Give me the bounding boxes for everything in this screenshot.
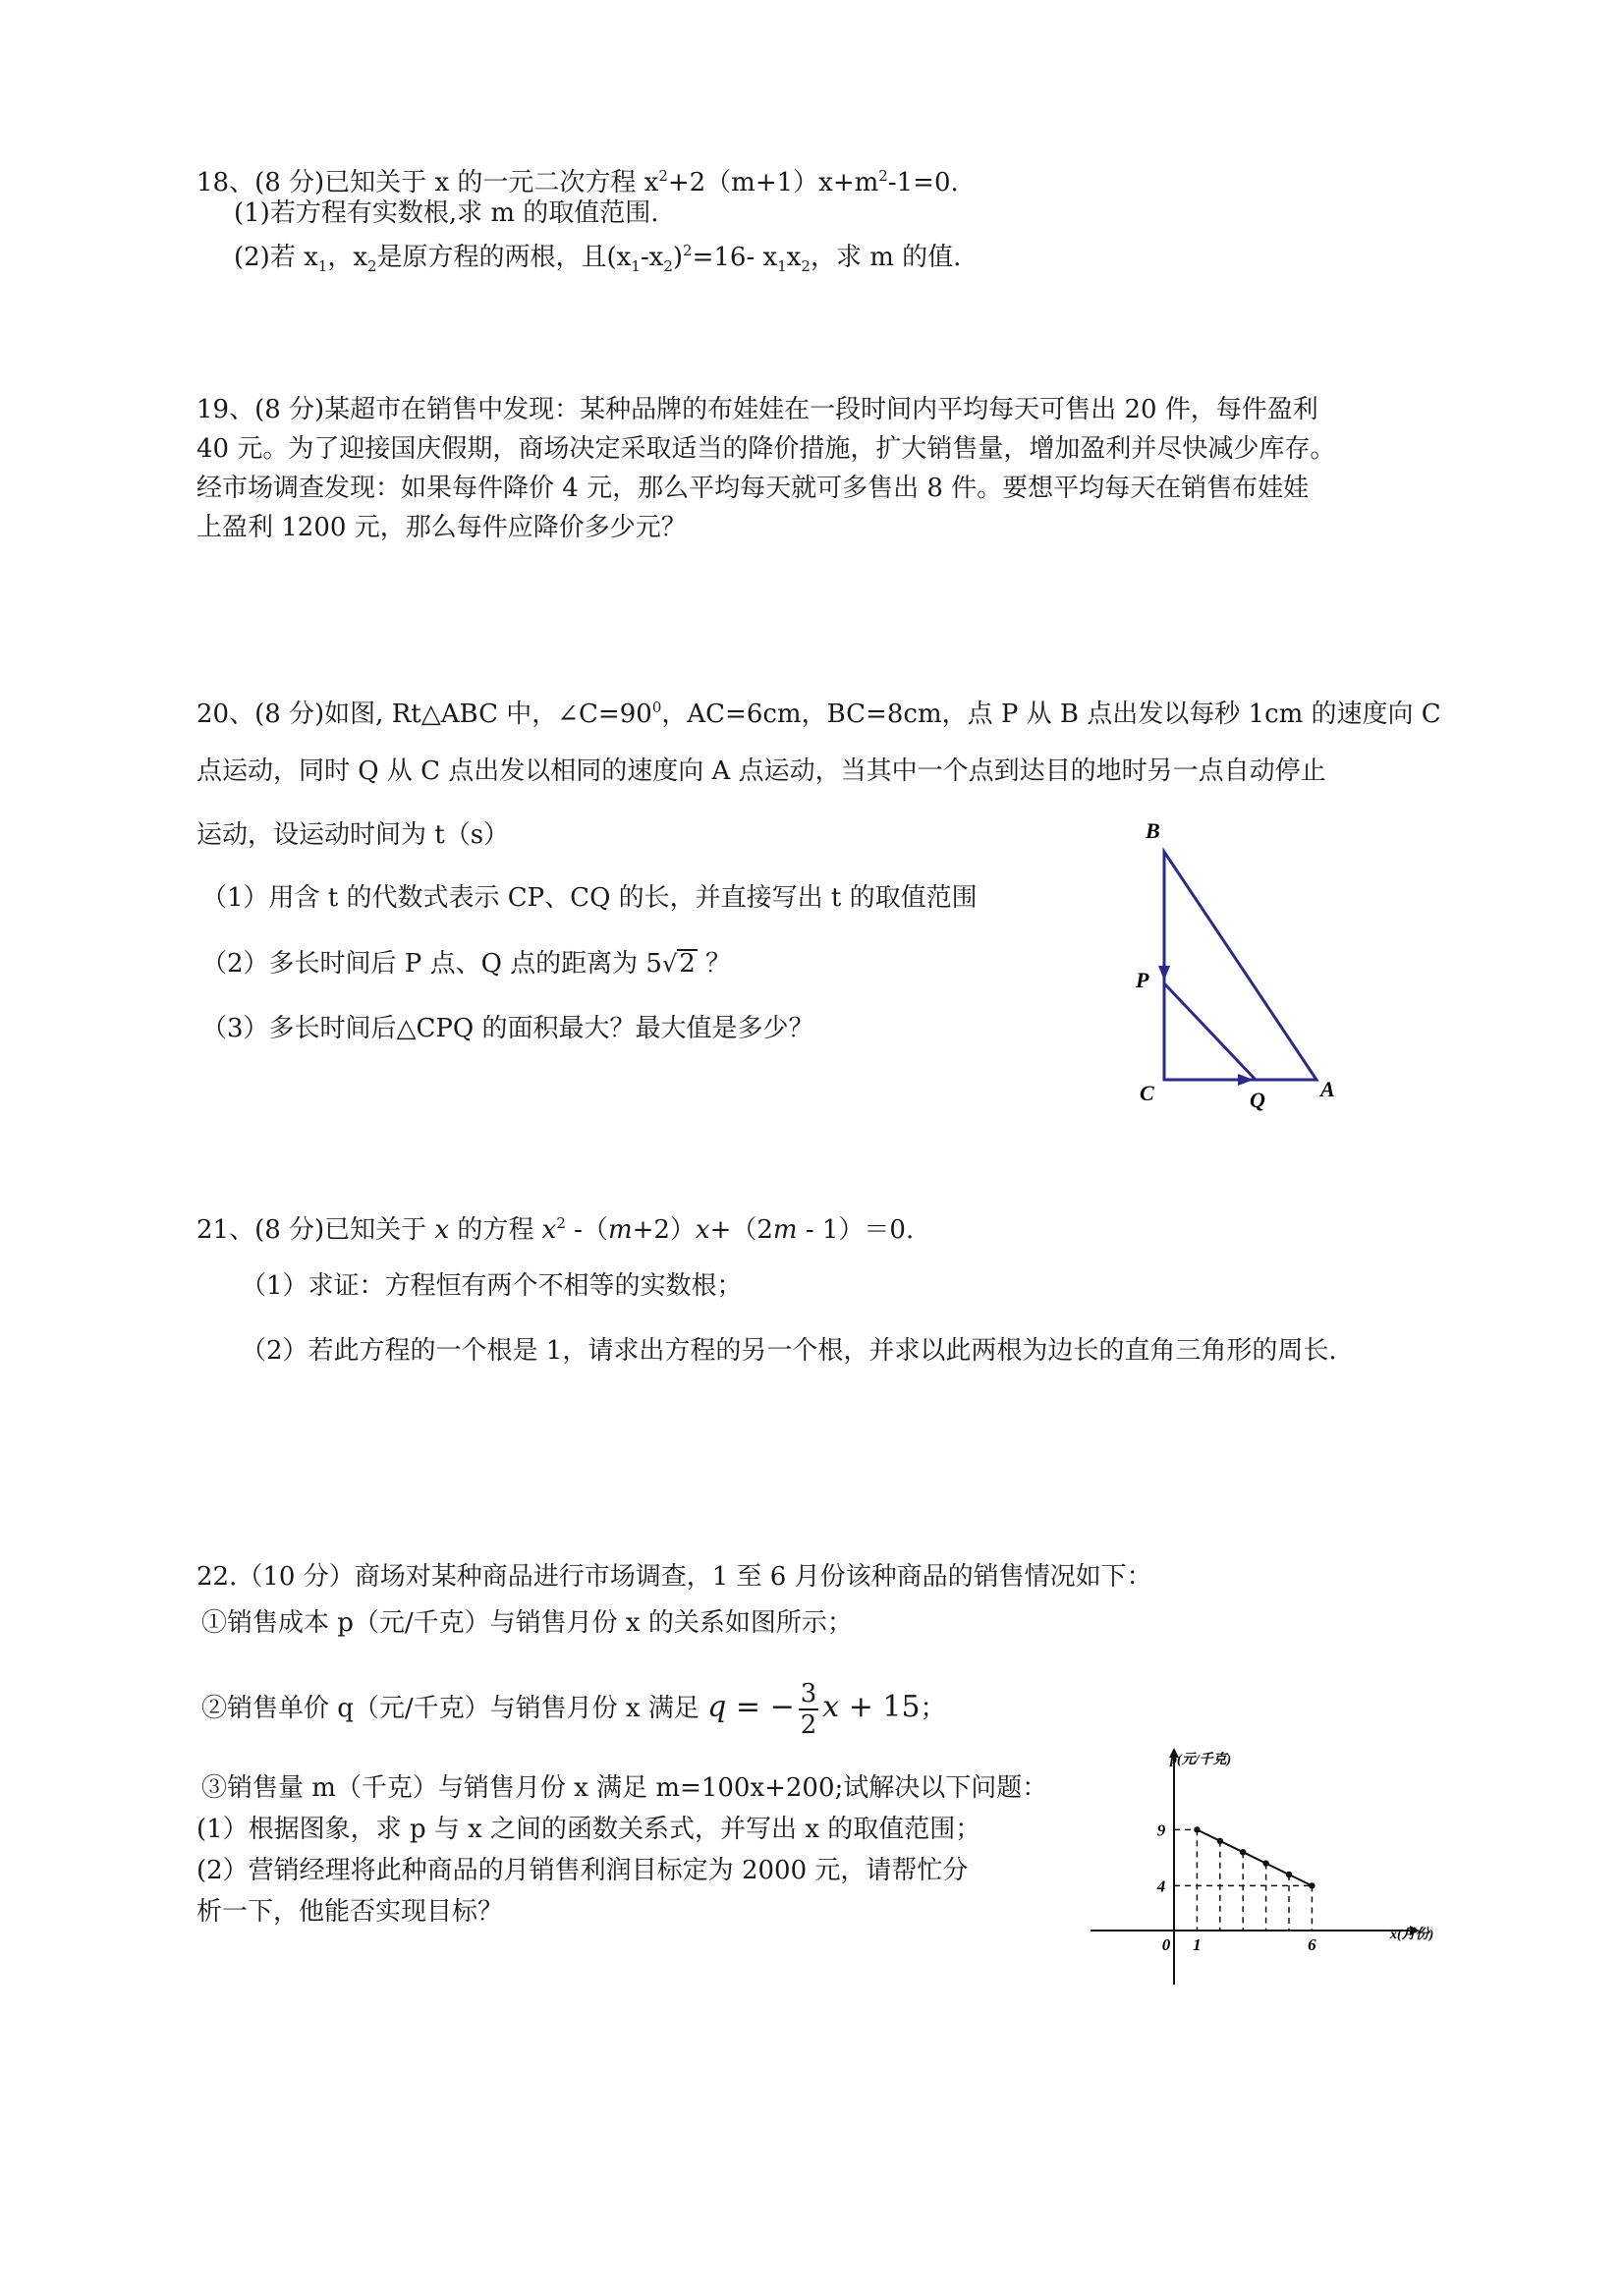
q21-text: 21、(8 分)已知关于 [196, 1215, 435, 1245]
q18-text: 18、(8 分)已知关于 x 的一元二次方程 x [196, 168, 659, 197]
data-point [1286, 1872, 1292, 1877]
q19-line3: 经市场调查发现：如果每件降价 4 元，那么平均每天就可多售出 8 件。要想平均每天在销售布娃娃 [196, 474, 1310, 503]
label-q: Q [1250, 1088, 1265, 1112]
var-x: x [541, 1215, 557, 1245]
radicand: 2 [679, 949, 696, 979]
series-line [1197, 1829, 1312, 1885]
q20-part2 [201, 947, 731, 980]
data-point [1309, 1882, 1315, 1888]
q19-line1: 19、(8 分)某超市在销售中发现：某种品牌的布娃娃在一段时间内平均每天可售出 20 件，每件盈利 [196, 395, 1318, 424]
y-tick-label: 9 [1156, 1820, 1166, 1840]
chart-guides [1174, 1829, 1312, 1931]
chart-axes [1091, 1748, 1420, 1985]
data-point [1262, 1860, 1268, 1866]
var-m: m [772, 1215, 798, 1245]
q20-line1 [196, 691, 1441, 731]
q18-text: -1=0. [887, 168, 959, 197]
sqrt-sign: √ [661, 950, 678, 978]
subscript: 2 [366, 257, 377, 275]
q22-item3: ③销售量 m（千克）与销售月份 x 满足 m=100x+200;试解决以下问题： [201, 1773, 1048, 1803]
label-p: P [1136, 968, 1149, 992]
q22-part1: (1）根据图象，求 p 与 x 之间的函数关系式，并写出 x 的取值范围； [196, 1815, 981, 1844]
q20-line3: 运动，设运动时间为 t（s） [196, 820, 510, 850]
q20-part1: （1）用含 t 的代数式表示 CP、CQ 的长，并直接写出 t 的取值范围 [201, 883, 978, 913]
subscript: 1 [777, 257, 787, 275]
subscript: 1 [631, 257, 641, 275]
superscript: 2 [556, 1214, 566, 1232]
q18-line1 [196, 159, 959, 199]
q18-text: ，x [327, 243, 367, 272]
q18-text: ) [672, 243, 684, 272]
label-b: B [1146, 818, 1160, 843]
q22-text: + 15 [839, 1690, 921, 1724]
q21-text: -（ [565, 1215, 608, 1245]
superscript: 2 [658, 167, 668, 185]
fraction [799, 1679, 819, 1740]
q20-line2: 点运动，同时 Q 从 C 点出发以相同的速度向 A 点运动，当其中一个点到达目的地时另一点自动停止 [196, 756, 1326, 786]
subscript: 2 [801, 257, 811, 275]
superscript: 0 [651, 699, 662, 716]
var-x: x [822, 1690, 840, 1724]
q18-text: -x [640, 243, 664, 272]
y-axis-label: p(元/千克) [1170, 1753, 1232, 1767]
superscript: 2 [878, 167, 888, 185]
chart-line [1194, 1826, 1315, 1888]
var-m: m [607, 1215, 633, 1245]
q21-text: - 1）＝0. [797, 1215, 915, 1245]
q18-text: x [786, 243, 802, 272]
x-tick-label: 0 [1161, 1935, 1171, 1954]
q22-item2 [201, 1678, 946, 1740]
q18-text: ，求 m 的值. [810, 243, 962, 272]
q19-line4: 上盈利 1200 元，那么每件应降价多少元？ [196, 513, 687, 542]
q19-line2: 40 元。为了迎接国庆假期，商场决定采取适当的降价措施，扩大销售量，增加盈利并尽快减少库存。 [196, 434, 1336, 464]
segment-pq [1164, 983, 1256, 1080]
triangle-abc [1164, 852, 1316, 1080]
label-a: A [1320, 1077, 1335, 1101]
q22-part2b: 析一下，他能否实现目标？ [196, 1897, 504, 1927]
q20-text: 20、(8 分)如图, Rt△ABC 中，∠C=90 [196, 700, 652, 729]
numerator: 3 [800, 1679, 817, 1708]
q18-part1: (1)若方程有实数根,求 m 的取值范围. [234, 198, 659, 228]
subscript: 1 [317, 257, 328, 275]
label-c: C [1140, 1081, 1154, 1105]
q22-text: ②销售单价 q（元/千克）与销售月份 x 满足 [201, 1694, 708, 1723]
q18-text: 是原方程的两根，且(x [376, 243, 632, 272]
subscript: 2 [663, 257, 673, 275]
q20-text: （2）多长时间后 P 点、Q 点的距离为 5 [201, 949, 662, 979]
triangle-figure [1120, 806, 1366, 1120]
x-tick-label: 1 [1193, 1935, 1202, 1954]
q20-text: ？ [697, 949, 732, 979]
data-point [1240, 1849, 1246, 1855]
q20-part3: （3）多长时间后△CPQ 的面积最大？最大值是多少？ [201, 1014, 814, 1043]
q20-text: ，AC=6cm，BC=8cm，点 P 从 B 点出发以每秒 1cm 的速度向 C [661, 700, 1441, 729]
q22-line1: 22.（10 分）商场对某种商品进行市场调查，1 至 6 月份该种商品的销售情况如下： [196, 1562, 1152, 1592]
q21-part1: （1）求证：方程恒有两个不相等的实数根； [241, 1271, 743, 1301]
denominator: 2 [800, 1710, 817, 1740]
q22-item1: ①销售成本 p（元/千克）与销售月份 x 的关系如图所示； [201, 1608, 853, 1638]
var-x: x [695, 1215, 710, 1245]
q21-line1 [196, 1206, 914, 1247]
q22-part2a: (2）营销经理将此种商品的月销售利润目标定为 2000 元，请帮忙分 [196, 1856, 969, 1885]
q21-part2: （2）若此方程的一个根是 1，请求出方程的另一个根，并求以此两根为边长的直角三角形的周长. [241, 1336, 1337, 1366]
superscript: 2 [683, 242, 693, 259]
q18-text: +2（m+1）x+m [667, 168, 879, 197]
q21-text: +（2 [709, 1215, 773, 1245]
q18-part2 [234, 234, 961, 283]
q18-text: (2)若 x [234, 243, 318, 272]
cost-chart [1086, 1744, 1439, 1989]
var-q: q [707, 1690, 727, 1724]
q22-text: ； [920, 1694, 946, 1723]
data-point [1194, 1826, 1200, 1832]
x-axis-label: x(月份) [1390, 1928, 1434, 1942]
arrow-down-icon [1158, 966, 1170, 980]
q21-text: +2） [632, 1215, 696, 1245]
q21-text: 的方程 [449, 1215, 542, 1245]
q22-text: = − [726, 1690, 795, 1724]
var-x: x [434, 1215, 450, 1245]
q18-text: =16- x [692, 243, 778, 272]
x-tick-label: 6 [1308, 1935, 1316, 1954]
data-point [1217, 1838, 1223, 1844]
y-tick-label: 4 [1156, 1876, 1166, 1896]
